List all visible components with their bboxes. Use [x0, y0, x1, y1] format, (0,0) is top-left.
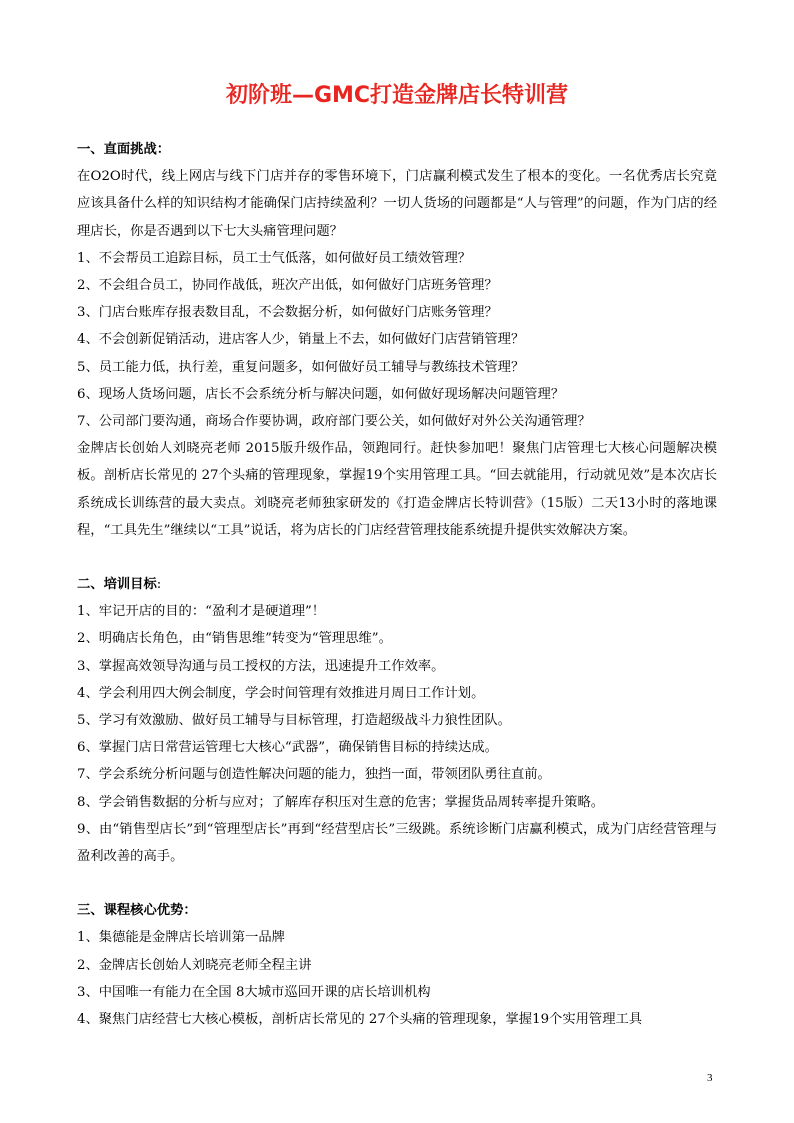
list-item: 5、学习有效激励、做好员工辅导与目标管理，打造超级战斗力狼性团队。 [77, 713, 511, 729]
list-item: 1、牢记开店的目的：“盈利才是硬道理”！ [77, 604, 326, 620]
section-intro-paragraph: 在O2O时代，线上网店与线下门店并存的零售环境下，门店赢利模式发生了根本的变化。一名优秀店长究竟应该具备什么样的知识结构才能确保门店持续盈利？一切人货场的问题都是“人与管理”的问题，作为门店的经理店长，你是否遇到以下七大头痛管理问题？ [77, 169, 717, 239]
section-closing-paragraph: 金牌店长创始人刘晓亮老师 2015版升级作品，领跑同行。赶快参加吧！聚焦门店管理七大核心问题解决模板。剖析店长常见的 27个头痛的管理现象，掌握19个实用管理工具。“回去就能用，行动就见效”是本次店长系统成长训练营的最大卖点。刘晓亮老师独家研发的《打造金牌店长特训营》（15版）二天13小时的落地课程，“工具先生”继续以“工具”说话，将为店长的门店经营管理技能系统提升提供实效解决方案。 [77, 441, 717, 538]
list-item: 3、中国唯一有能力在全国 8大城市巡回开课的店长培训机构 [77, 984, 431, 1000]
list-item: 7、学会系统分析问题与创造性解决问题的能力，独挡一面，带领团队勇往直前。 [77, 767, 551, 783]
section-heading-goals-row [77, 571, 717, 598]
list-item: 2、金牌店长创始人刘晓亮老师全程主讲 [77, 957, 312, 973]
section-heading-challenges: 一、直面挑战： [77, 142, 171, 157]
page-number: 3 [707, 1072, 713, 1084]
document-body [77, 136, 717, 1033]
list-item: 3、门店台账库存报表数目乱，不会数据分析，如何做好门店账务管理？ [77, 305, 498, 321]
section-heading-advantages: 三、课程核心优势： [77, 903, 197, 919]
list-item: 7、公司部门要沟通，商场合作要协调，政府部门要公关，如何做好对外公关沟通管理？ [77, 414, 591, 430]
list-item: 4、不会创新促销活动，进店客人少，销量上不去，如何做好门店营销管理？ [77, 332, 525, 348]
list-item: 6、掌握门店日常营运管理七大核心“武器”，确保销售目标的持续达成。 [77, 740, 498, 756]
heading-colon: : [156, 577, 162, 593]
document-title: 初阶班—GMC打造金牌店长特训营 [225, 83, 569, 108]
list-item: 1、不会帮员工追踪目标，员工士气低落，如何做好员工绩效管理？ [77, 250, 472, 266]
section-spacer [77, 544, 717, 571]
list-item: 5、员工能力低，执行差，重复问题多，如何做好员工辅导与教练技术管理？ [77, 359, 525, 375]
list-item: 3、掌握高效领导沟通与员工授权的方法，迅速提升工作效率。 [77, 658, 445, 674]
list-item: 1、集德能是金牌店长培训第一品牌 [77, 930, 285, 946]
list-item: 6、现场人货场问题，店长不会系统分析与解决问题，如何做好现场解决问题管理？ [77, 386, 565, 402]
list-item: 2、明确店长角色，由“销售思维”转变为“管理思维”。 [77, 631, 392, 647]
section-heading-goals: 二、培训目标 [77, 577, 157, 593]
list-item: 9、由“销售型店长”到“管理型店长”再到“经营型店长”三级跳。系统诊断门店赢利模式，成为门店经营管理与盈利改善的高手。 [77, 821, 717, 865]
list-item: 8、学会销售数据的分析与应对；了解库存积压对生意的危害；掌握货品周转率提升策略。 [77, 794, 605, 810]
list-item: 4、聚焦门店经营七大核心模板，剖析店长常见的 27个头痛的管理现象，掌握19个实用管理工具 [77, 1012, 643, 1028]
list-item: 4、学会利用四大例会制度，学会时间管理有效推进月周日工作计划。 [77, 685, 485, 701]
list-item: 2、不会组合员工，协同作战低，班次产出低，如何做好门店班务管理？ [77, 278, 498, 294]
section-spacer [77, 870, 717, 897]
